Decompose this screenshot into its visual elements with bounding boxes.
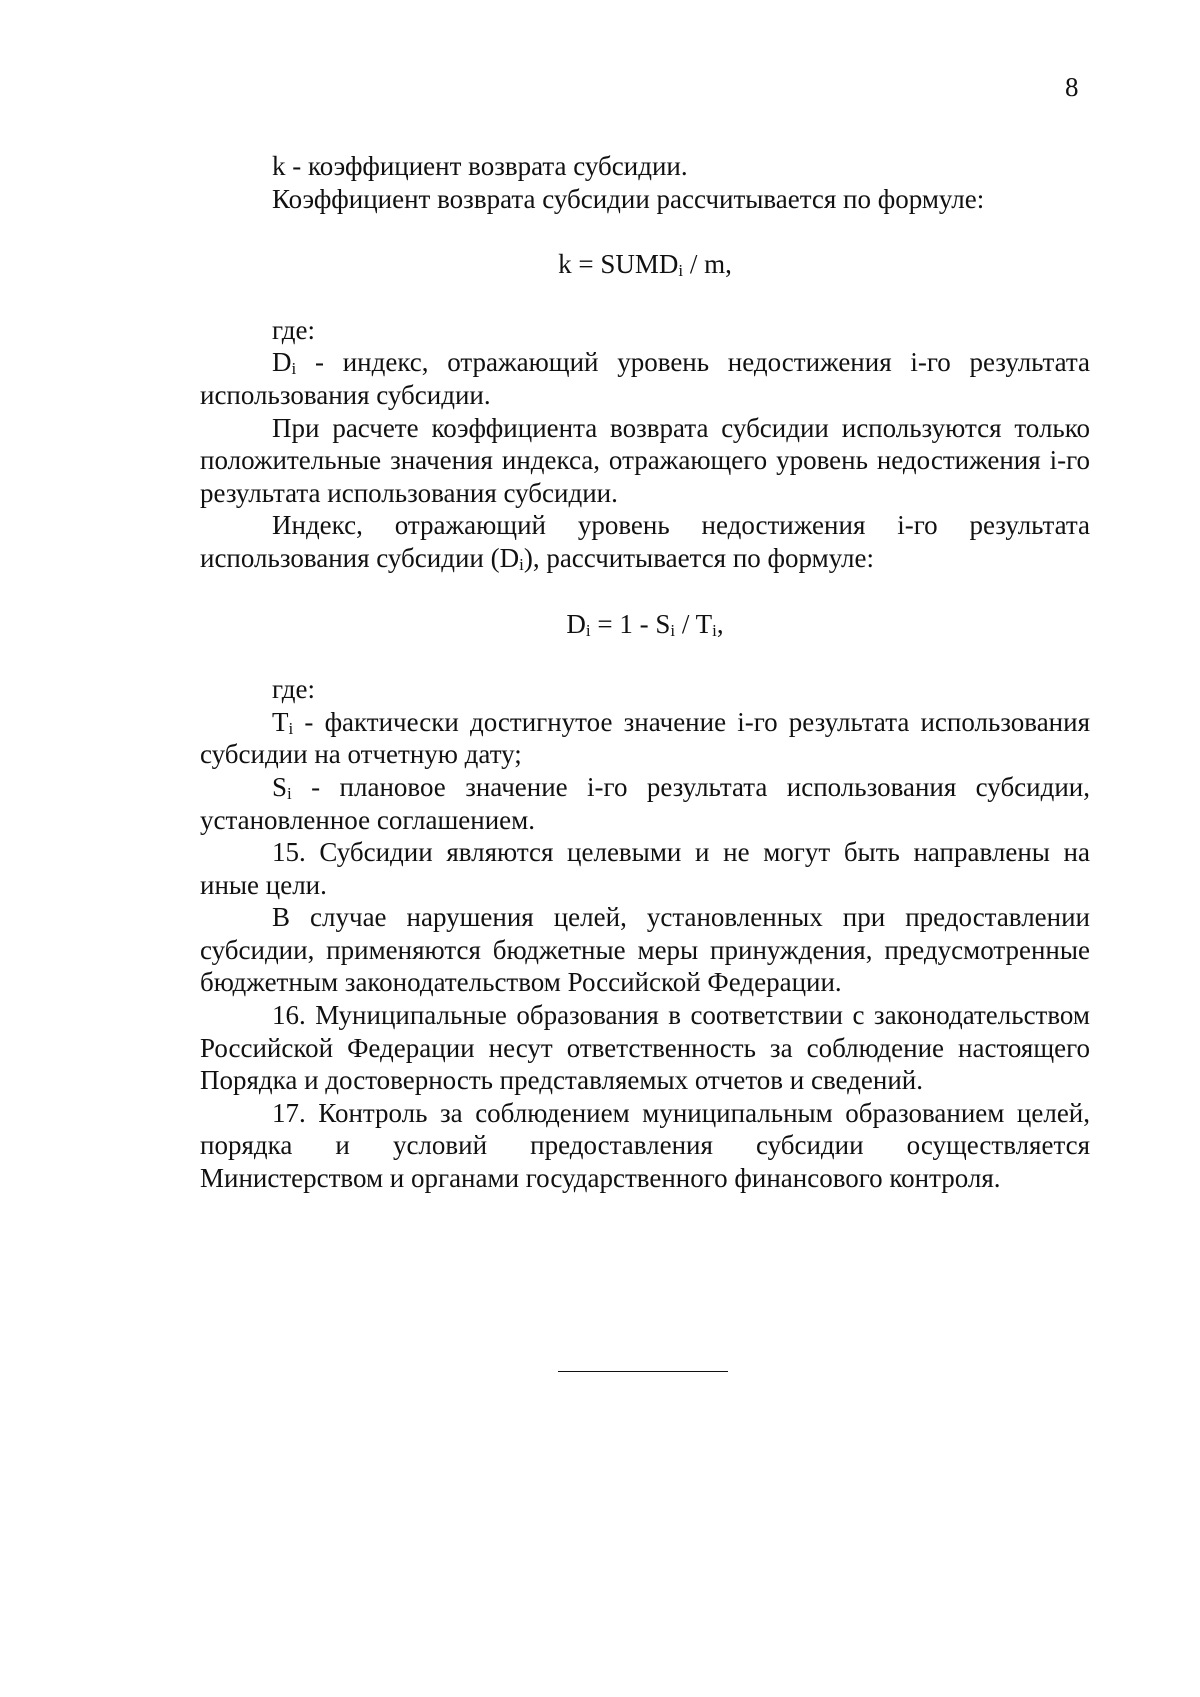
ti-text: - фактически достигнутое значение i-го результата использования субсидии на отчетную дату; xyxy=(200,706,1090,770)
where-label-1: где: xyxy=(272,314,315,345)
paragraph-violation: В случае нарушения целей, установленных при предоставлении субсидии, применяются бюджетные меры принуждения, предусмотренные бюджетным законодательством Российской Федерации. xyxy=(200,902,1090,998)
paragraph-di-formula-intro xyxy=(200,509,1090,574)
ti-symbol: T xyxy=(272,706,289,737)
si-sub: i xyxy=(287,783,292,803)
di-intro-sub: i xyxy=(519,554,524,574)
formula-di-c: / T xyxy=(675,608,713,639)
di-symbol: D xyxy=(272,347,292,378)
paragraph-ti-definition xyxy=(200,706,1090,771)
ti-sub: i xyxy=(288,718,294,738)
paragraph-clause-16: 16. Муниципальные образования в соответствии с законодательством Российской Федерации несут ответственность за соблюдение настоящего Порядка и достоверность представляемых отчетов и сведений. xyxy=(200,1000,1090,1096)
formula-di-a: D xyxy=(566,608,586,639)
formula-k-rhs: / m, xyxy=(683,249,732,280)
formula-di-a-sub: i xyxy=(585,620,591,640)
paragraph-positive-values: При расчете коэффициента возврата субсидии используются только положительные значения индекса, отражающего уровень недостижения i-го результата использования субсидии. xyxy=(200,412,1090,508)
document-body xyxy=(200,150,1090,1195)
paragraph-si-definition xyxy=(200,771,1090,836)
formula-di-b-sub: i xyxy=(670,620,676,640)
formula-k xyxy=(200,248,1090,281)
formula-di-c-sub: i xyxy=(712,620,717,640)
paragraph-clause-15: 15. Субсидии являются целевыми и не могут быть направлены на иные цели. xyxy=(200,837,1090,900)
paragraph-clause-17: 17. Контроль за соблюдением муниципальным образованием целей, порядка и условий предоставления субсидии осуществляется Министерством и органами государственного финансового контроля. xyxy=(200,1097,1090,1194)
formula-di xyxy=(200,608,1090,641)
formula-di-d: , xyxy=(716,608,724,639)
si-symbol: S xyxy=(272,771,288,802)
formula-k-sub: i xyxy=(678,261,684,281)
di-text: - индекс, отражающий уровень недостижения i-го результата использования субсидии. xyxy=(200,347,1090,410)
formula-di-b: = 1 - S xyxy=(590,608,671,639)
formula-k-lhs: k = SUMD xyxy=(558,249,679,280)
di-sub: i xyxy=(291,359,297,379)
paragraph-k-formula-intro: Коэффициент возврата субсидии рассчитывается по формуле: xyxy=(272,183,985,214)
end-of-document-rule xyxy=(558,1371,728,1372)
di-intro-before: Индекс, отражающий уровень недостижения i-го результата использования субсидии (D xyxy=(200,510,1090,573)
si-text: - плановое значение i-го результата использования субсидии, установленное соглашением. xyxy=(200,771,1090,835)
paragraph-di-definition xyxy=(200,346,1090,411)
page-number: 8 xyxy=(1065,72,1079,102)
where-label-2: где: xyxy=(272,674,315,705)
paragraph-k-definition: k - коэффициент возврата субсидии. xyxy=(272,151,688,181)
di-intro-after: ), рассчитывается по формуле: xyxy=(523,542,874,573)
